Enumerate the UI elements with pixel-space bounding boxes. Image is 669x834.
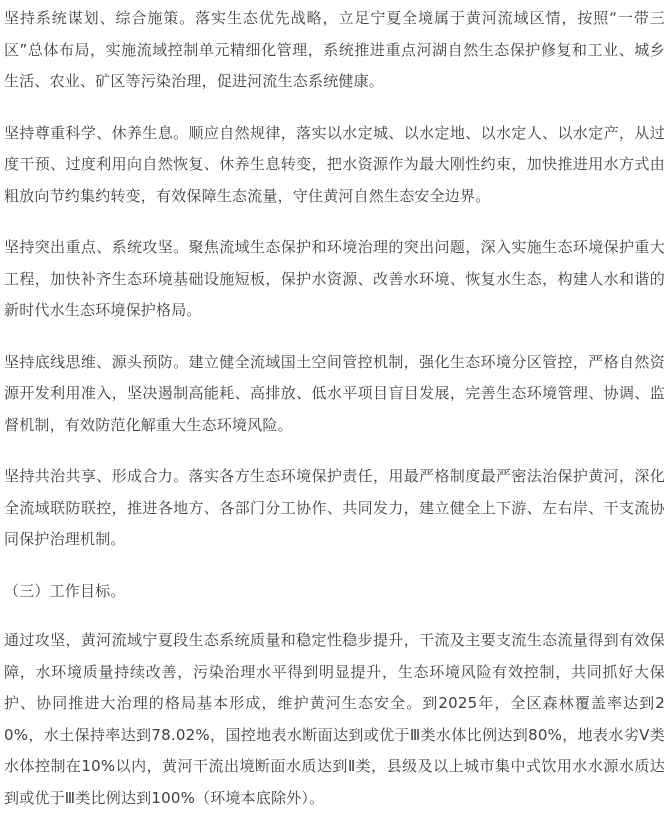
section-heading-work-goals: （三）工作目标。 <box>4 581 126 600</box>
paragraph-bottom-line: 坚持底线思维、源头预防。建立健全流域国土空间管控机制，强化生态环境分区管控，严格自然资源开发利用准入，坚决遏制高能耗、高排放、低水平项目盲目发展，完善生态环境管理、协调、监督机制，有效防范化解重大生态环境风险。 <box>4 352 665 434</box>
paragraph-key-focus: 坚持突出重点、系统攻坚。聚焦流域生态保护和环境治理的突出问题，深入实施生态环境保护重大工程，加快补齐生态环境基础设施短板，保护水资源、改善水环境、恢复水生态，构建人水和谐的新时代水生态环境保护格局。 <box>4 238 665 319</box>
paragraph-joint-governance: 坚持共治共享、形成合力。落实各方生态环境保护责任，用最严格制度最严密法治保护黄河，深化全流域联防联控，推进各地方、各部门分工协作、共同发力，建立健全上下游、左右岸、干支流协同保护治理机制。 <box>4 467 665 548</box>
paragraph-respect-science: 坚持尊重科学、休养生息。顺应自然规律，落实以水定城、以水定地、以水定人、以水定产，从过度干预、过度利用向自然恢复、休养生息转变，把水资源作为最大刚性约束，加快推进用水方式由粗放向节约集约转变，有效保障生态流量，守住黄河自然生态安全边界。 <box>4 123 665 205</box>
paragraph-work-goals: 通过攻坚，黄河流域宁夏段生态系统质量和稳定性稳步提升，干流及主要支流生态流量得到有效保障，水环境质量持续改善，污染治理水平得到明显提升，生态环境风险有效控制，共同抓好大保护、协同推进大治理的格局基本形成，维护黄河生态安全。到2025年，全区森林覆盖率达到20%，水土保持率达到78.02%，国控地表水断面达到或优于Ⅲ类水体比例达到80%，地表水劣Ⅴ类水体控制在10%以内，黄河干流出境断面水质达到Ⅱ类，县级及以上城市集中式饮用水水源水质达到或优于Ⅲ类比例达到100%（环境本底除外）。 <box>4 631 665 807</box>
paragraph-systematic-planning: 坚持系统谋划、综合施策。落实生态优先战略，立足宁夏全境属于黄河流域区情，按照“一带三区”总体布局，实施流域控制单元精细化管理，系统推进重点河湖自然生态保护修复和工业、城乡生活、农业、矿区等污染治理，促进河流生态系统健康。 <box>4 9 665 90</box>
